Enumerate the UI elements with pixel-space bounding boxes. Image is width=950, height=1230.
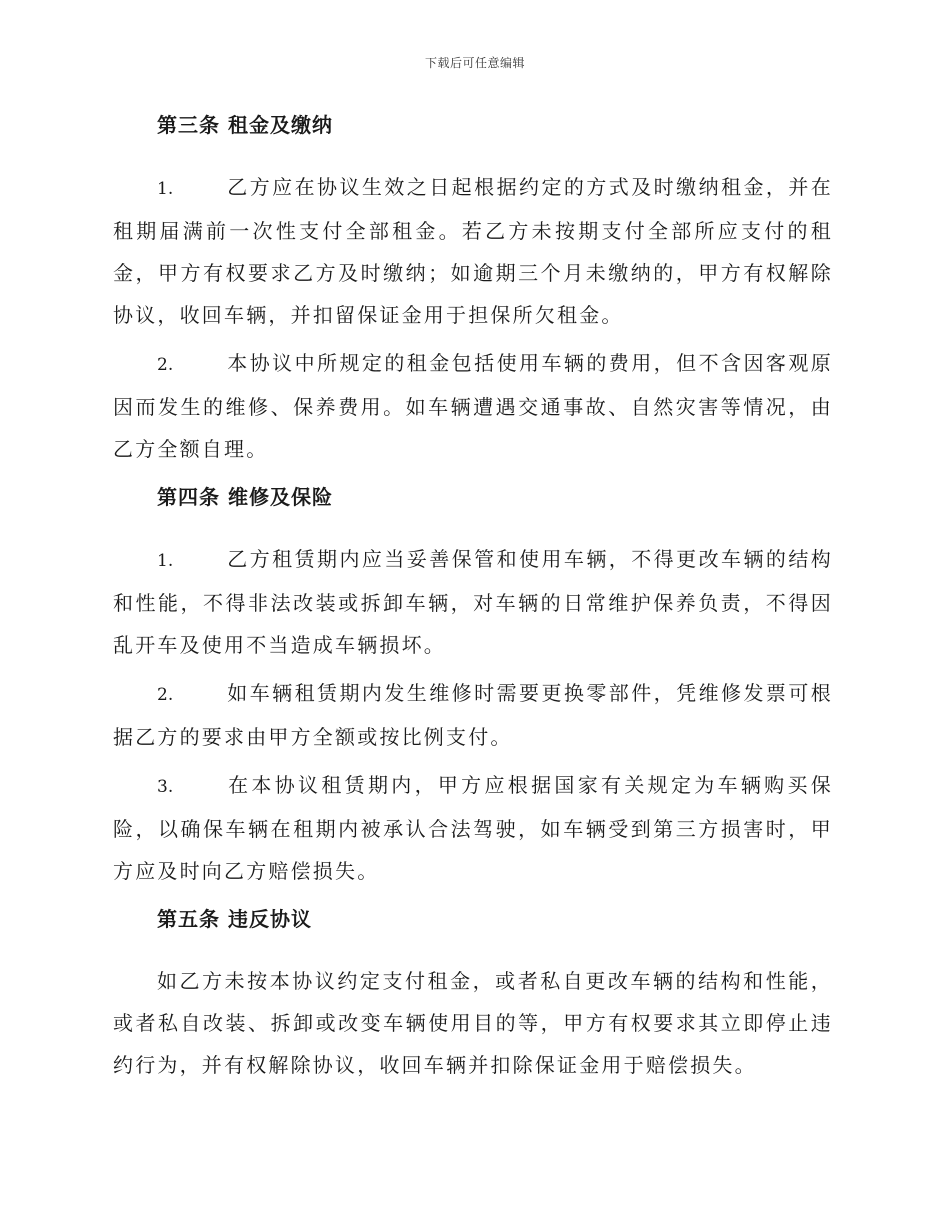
clause-5-body: 如乙方未按本协议约定支付租金，或者私自更改车辆的结构和性能，或者私自改装、拆卸或改变车辆使用目的等，甲方有权要求其立即停止违约行为，并有权解除协议，收回车辆并扣除保证金用于赔偿损失。 xyxy=(113,969,833,1077)
document-body xyxy=(113,110,833,1092)
clause-4-1 xyxy=(113,538,833,666)
clause-4-3 xyxy=(113,764,833,892)
section-heading-4: 第四条 维修及保险 xyxy=(157,485,333,509)
clause-number: 3. xyxy=(157,777,174,797)
clause-text: 如车辆租赁期内发生维修时需要更换零部件，凭维修发票可根据乙方的要求由甲方全额或按比例支付。 xyxy=(113,681,833,749)
section-heading-5: 第五条 违反协议 xyxy=(157,907,312,931)
clause-number: 2. xyxy=(157,685,174,705)
clause-3-2 xyxy=(113,342,833,470)
section-heading-3: 第三条 租金及缴纳 xyxy=(157,113,333,137)
clause-number: 2. xyxy=(157,355,174,375)
header-note: 下载后可任意编辑 xyxy=(424,56,525,70)
clause-text: 本协议中所规定的租金包括使用车辆的费用，但不含因客观原因而发生的维修、保养费用。如车辆遭遇交通事故、自然灾害等情况，由乙方全额自理。 xyxy=(113,351,833,461)
clause-text: 乙方租赁期内应当妥善保管和使用车辆，不得更改车辆的结构和性能，不得非法改装或拆卸车辆，对车辆的日常维护保养负责，不得因乱开车及使用不当造成车辆损坏。 xyxy=(113,547,833,657)
clause-number: 1. xyxy=(157,179,174,199)
clause-3-1 xyxy=(113,166,833,336)
clause-4-2 xyxy=(113,672,833,758)
clause-text: 乙方应在协议生效之日起根据约定的方式及时缴纳租金，并在租期届满前一次性支付全部租金。若乙方未按期支付全部所应支付的租金，甲方有权要求乙方及时缴纳；如逾期三个月未缴纳的，甲方有权解除协议，收回车辆，并扣留保证金用于担保所欠租金。 xyxy=(113,175,833,327)
clause-text: 在本协议租赁期内，甲方应根据国家有关规定为车辆购买保险，以确保车辆在租期内被承认合法驾驶，如车辆受到第三方损害时，甲方应及时向乙方赔偿损失。 xyxy=(113,773,833,883)
clause-number: 1. xyxy=(157,551,174,571)
